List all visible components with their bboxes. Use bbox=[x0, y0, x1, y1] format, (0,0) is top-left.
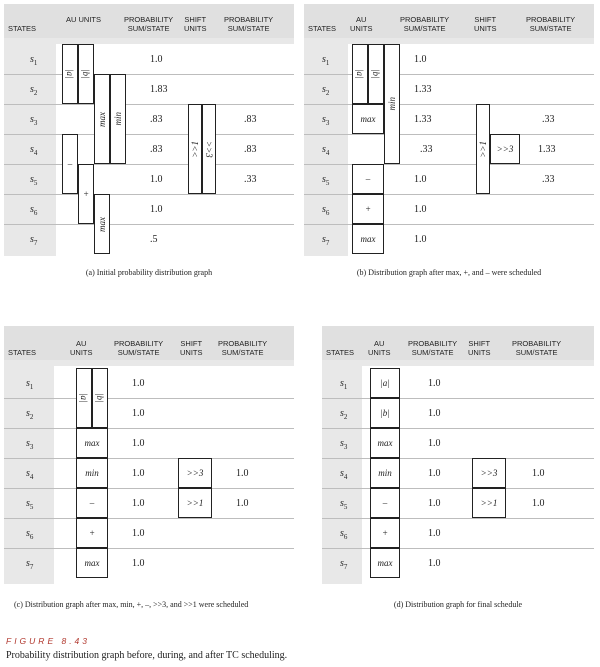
op-plus: + bbox=[352, 194, 384, 224]
op-b: |b| bbox=[368, 44, 384, 104]
shift-sum-s4: 1.0 bbox=[236, 468, 249, 479]
state-s4: $s_4$ bbox=[340, 468, 348, 481]
state-s1: $s_1$ bbox=[26, 378, 34, 391]
au-sum-s5: 1.0 bbox=[132, 498, 145, 509]
state-s3: $s_3$ bbox=[322, 114, 330, 127]
au-sum-s6: 1.0 bbox=[150, 204, 163, 215]
state-s5: $s_5$ bbox=[340, 498, 348, 511]
state-s1: $s_1$ bbox=[322, 54, 330, 67]
header-au: AU UNITS bbox=[350, 15, 373, 33]
header-prob1: PROBABILITY SUM/STATE bbox=[408, 339, 458, 357]
shift-sum-s4: .83 bbox=[244, 144, 257, 155]
header-prob2: PROBABILITY SUM/STATE bbox=[526, 15, 576, 33]
header-shift: SHIFT UNITS bbox=[180, 339, 203, 357]
state-s7: $s_7$ bbox=[26, 558, 34, 571]
au-sum-s4: .33 bbox=[420, 144, 433, 155]
op-minus: – bbox=[370, 488, 400, 518]
au-sum-s1: 1.0 bbox=[150, 54, 163, 65]
shift-sum-s5: .33 bbox=[542, 174, 555, 185]
header-prob2: PROBABILITY SUM/STATE bbox=[224, 15, 274, 33]
op-a: |a| bbox=[352, 44, 368, 104]
op-max: max bbox=[370, 428, 400, 458]
au-sum-s4: .83 bbox=[150, 144, 163, 155]
panel-c bbox=[4, 326, 294, 584]
op-shift3: >>3 bbox=[202, 104, 216, 194]
state-s2: $s_2$ bbox=[322, 84, 330, 97]
header-prob1: PROBABILITY SUM/STATE bbox=[114, 339, 164, 357]
au-sum-s3: 1.33 bbox=[414, 114, 432, 125]
op-shift3: >>3 bbox=[490, 134, 520, 164]
state-s6: $s_6$ bbox=[322, 204, 330, 217]
au-sum-s3: 1.0 bbox=[428, 438, 441, 449]
state-s7: $s_7$ bbox=[340, 558, 348, 571]
au-sum-s2: 1.83 bbox=[150, 84, 168, 95]
figure-caption: Probability distribution graph before, during, and after TC scheduling. bbox=[6, 650, 288, 661]
state-s6: $s_6$ bbox=[340, 528, 348, 541]
op-min: min bbox=[76, 458, 108, 488]
au-sum-s5: 1.0 bbox=[414, 174, 427, 185]
op-max2: max bbox=[352, 224, 384, 254]
header-states: STATES bbox=[308, 24, 337, 33]
shift-sum-s3: .83 bbox=[244, 114, 257, 125]
panel-a bbox=[4, 4, 294, 256]
state-s5: $s_5$ bbox=[26, 498, 34, 511]
au-sum-s6: 1.0 bbox=[414, 204, 427, 215]
op-shift3: >>3 bbox=[472, 458, 506, 488]
op-a: |a| bbox=[62, 44, 78, 104]
au-sum-s6: 1.0 bbox=[428, 528, 441, 539]
au-sum-s7: 1.0 bbox=[414, 234, 427, 245]
au-sum-s7: .5 bbox=[150, 234, 158, 245]
au-sum-s7: 1.0 bbox=[428, 558, 441, 569]
au-sum-s1: 1.0 bbox=[132, 378, 145, 389]
panel-d bbox=[322, 326, 594, 584]
state-s5: $s_5$ bbox=[322, 174, 330, 187]
state-s6: $s_6$ bbox=[30, 204, 38, 217]
op-min: min bbox=[384, 44, 400, 164]
op-plus: + bbox=[76, 518, 108, 548]
op-shift1: >>1 bbox=[476, 104, 490, 194]
state-s1: $s_1$ bbox=[30, 54, 38, 67]
op-min: min bbox=[110, 74, 126, 164]
op-max: max bbox=[76, 428, 108, 458]
op-minus: – bbox=[62, 134, 78, 194]
au-sum-s3: 1.0 bbox=[132, 438, 145, 449]
shift-sum-s5: 1.0 bbox=[236, 498, 249, 509]
header-au: AU UNITS bbox=[368, 339, 391, 357]
au-sum-s5: 1.0 bbox=[428, 498, 441, 509]
header-au: AU UNITS bbox=[70, 339, 93, 357]
state-s3: $s_3$ bbox=[26, 438, 34, 451]
au-sum-s7: 1.0 bbox=[132, 558, 145, 569]
header-prob1: PROBABILITY SUM/STATE bbox=[124, 15, 174, 33]
caption-a: (a) Initial probability distribution graph bbox=[85, 268, 213, 277]
header-states: STATES bbox=[326, 348, 355, 357]
state-s3: $s_3$ bbox=[340, 438, 348, 451]
header-prob1: PROBABILITY SUM/STATE bbox=[400, 15, 450, 33]
au-sum-s4: 1.0 bbox=[132, 468, 145, 479]
state-s4: $s_4$ bbox=[322, 144, 330, 157]
au-sum-s2: 1.0 bbox=[132, 408, 145, 419]
op-shift3: >>3 bbox=[178, 458, 212, 488]
state-s3: $s_3$ bbox=[30, 114, 38, 127]
state-s2: $s_2$ bbox=[26, 408, 34, 421]
shift-sum-s4: 1.0 bbox=[532, 468, 545, 479]
op-shift1: >>1 bbox=[472, 488, 506, 518]
op-max2: max bbox=[370, 548, 400, 578]
state-s7: $s_7$ bbox=[30, 234, 38, 247]
shift-sum-s5: .33 bbox=[244, 174, 257, 185]
figure-label: FIGURE 8.43 bbox=[6, 636, 91, 646]
state-s7: $s_7$ bbox=[322, 234, 330, 247]
op-shift1: >>1 bbox=[188, 104, 202, 194]
op-b: |b| bbox=[92, 368, 108, 428]
header-shift: SHIFT UNITS bbox=[468, 339, 491, 357]
op-min: min bbox=[370, 458, 400, 488]
op-b: |b| bbox=[370, 398, 400, 428]
caption-d: (d) Distribution graph for final schedule bbox=[393, 600, 523, 609]
state-s5: $s_5$ bbox=[30, 174, 38, 187]
au-sum-s1: 1.0 bbox=[428, 378, 441, 389]
header-prob2: PROBABILITY SUM/STATE bbox=[218, 339, 268, 357]
header-shift: SHIFT UNITS bbox=[474, 15, 497, 33]
caption-b: (b) Distribution graph after max, +, and – were scheduled bbox=[356, 268, 542, 277]
state-s2: $s_2$ bbox=[340, 408, 348, 421]
op-max2: max bbox=[76, 548, 108, 578]
au-sum-s1: 1.0 bbox=[414, 54, 427, 65]
op-a: |a| bbox=[370, 368, 400, 398]
header-shift: SHIFT UNITS bbox=[184, 15, 207, 33]
au-sum-s5: 1.0 bbox=[150, 174, 163, 185]
au-sum-s2: 1.0 bbox=[428, 408, 441, 419]
header-states: STATES bbox=[8, 24, 37, 33]
op-minus: – bbox=[352, 164, 384, 194]
op-b: |b| bbox=[78, 44, 94, 104]
op-minus: – bbox=[76, 488, 108, 518]
op-plus: + bbox=[78, 164, 94, 224]
au-sum-s6: 1.0 bbox=[132, 528, 145, 539]
caption-c: (c) Distribution graph after max, min, +, –, >>3, and >>1 were scheduled bbox=[14, 600, 249, 609]
state-s2: $s_2$ bbox=[30, 84, 38, 97]
au-sum-s2: 1.33 bbox=[414, 84, 432, 95]
op-shift1: >>1 bbox=[178, 488, 212, 518]
state-s4: $s_4$ bbox=[30, 144, 38, 157]
header-prob2: PROBABILITY SUM/STATE bbox=[512, 339, 562, 357]
shift-sum-s4: 1.33 bbox=[538, 144, 556, 155]
op-plus: + bbox=[370, 518, 400, 548]
au-sum-s3: .83 bbox=[150, 114, 163, 125]
header-au: AU UNITS bbox=[66, 15, 102, 24]
state-s4: $s_4$ bbox=[26, 468, 34, 481]
op-a: |a| bbox=[76, 368, 92, 428]
state-s1: $s_1$ bbox=[340, 378, 348, 391]
state-s6: $s_6$ bbox=[26, 528, 34, 541]
panel-b bbox=[304, 4, 594, 256]
op-max: max bbox=[352, 104, 384, 134]
au-sum-s4: 1.0 bbox=[428, 468, 441, 479]
header-states: STATES bbox=[8, 348, 37, 357]
op-max: max bbox=[94, 74, 110, 164]
shift-sum-s5: 1.0 bbox=[532, 498, 545, 509]
op-max2: max bbox=[94, 194, 110, 254]
shift-sum-s3: .33 bbox=[542, 114, 555, 125]
